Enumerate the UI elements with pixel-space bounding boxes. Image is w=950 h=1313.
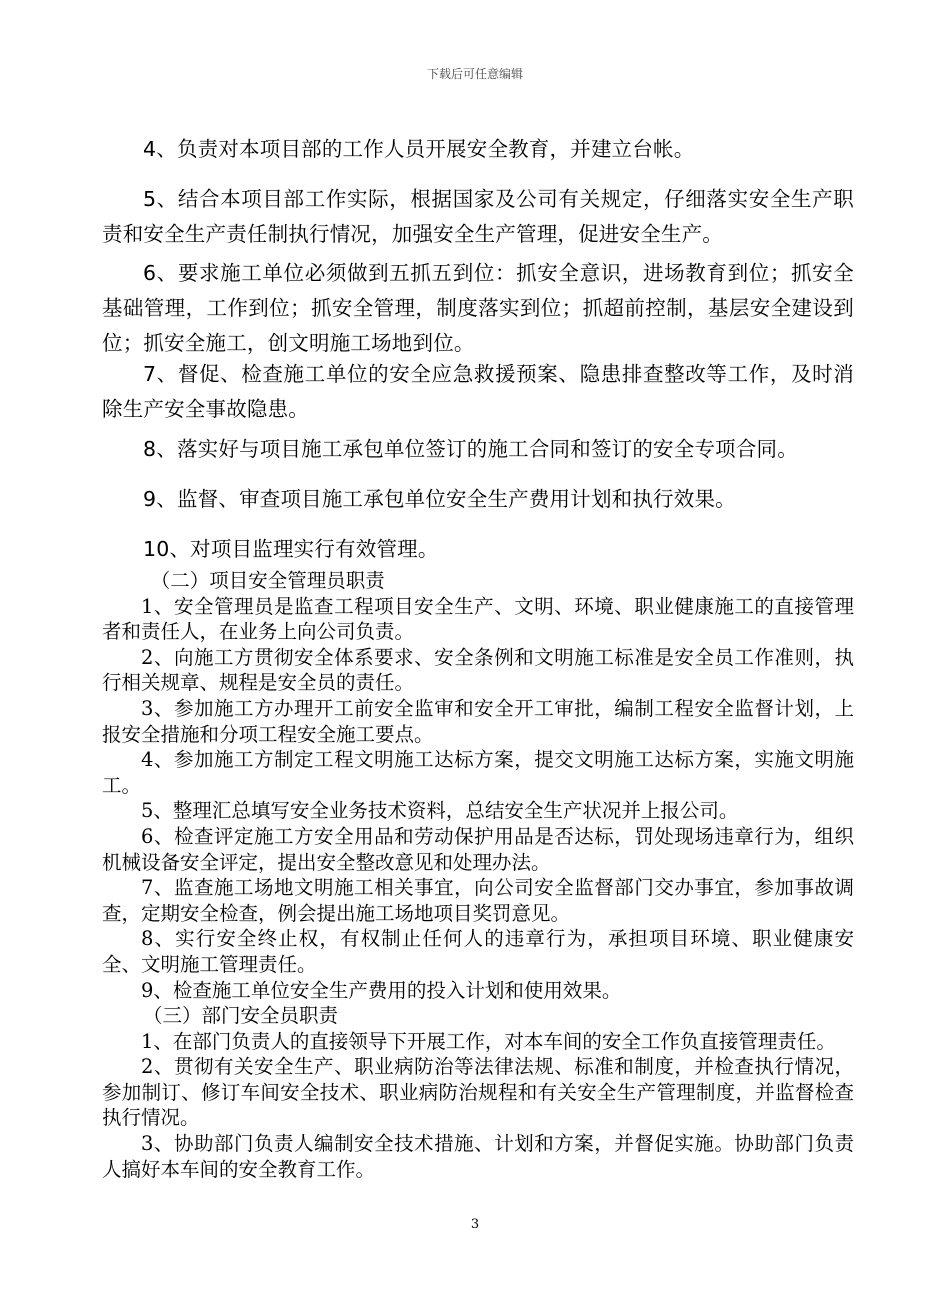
paragraph: 3、参加施工方办理开工前安全监审和安全开工审批，编制工程安全监督计划，上报安全措施和分项工程安全施工要点。 <box>102 696 854 746</box>
paragraph: 8、实行安全终止权，有权制止任何人的违章行为，承担项目环境、职业健康安全、文明施工管理责任。 <box>102 927 854 976</box>
page-number: 3 <box>470 1217 480 1232</box>
paragraph: 6、要求施工单位必须做到五抓五到位：抓安全意识，进场教育到位；抓安全基础管理，工作到位；抓安全管理，制度落实到位；抓超前控制，基层安全建设到位；抓安全施工，创文明施工场地到位。 <box>102 261 854 355</box>
section-heading: （三）部门安全员职责 <box>142 1004 338 1028</box>
paragraph: 9、监督、审查项目施工承包单位安全生产费用计划和执行效果。 <box>143 487 736 511</box>
paragraph: 5、结合本项目部工作实际，根据国家及公司有关规定，仔细落实安全生产职责和安全生产责任制执行情况，加强安全生产管理，促进安全生产。 <box>102 187 854 246</box>
paragraph: 5、整理汇总填写安全业务技术资料，总结安全生产状况并上报公司。 <box>141 799 739 823</box>
paragraph: 7、督促、检查施工单位的安全应急救援预案、隐患排查整改等工作，及时消除生产安全事故隐患。 <box>102 362 854 421</box>
section-one-item <box>102 182 854 252</box>
section-heading: （二）项目安全管理员职责 <box>150 569 385 592</box>
section-one-item <box>102 256 854 361</box>
paragraph: 9、检查施工单位安全生产费用的投入计划和使用效果。 <box>141 978 622 1002</box>
section-one-item <box>102 482 854 517</box>
paragraph: 2、向施工方贯彻安全体系要求、安全条例和文明施工标准是安全员工作准则，执行相关规章、规程是安全员的责任。 <box>102 645 854 695</box>
paragraph: 8、落实好与项目施工承包单位签订的施工合同和签订的安全专项合同。 <box>143 437 798 461</box>
section-one-item <box>102 432 854 467</box>
paragraph: 6、检查评定施工方安全用品和劳动保护用品是否达标，罚处现场违章行为，组织机械设备安全评定，提出安全整改意见和处理办法。 <box>102 824 854 874</box>
paragraph: 1、在部门负责人的直接领导下开展工作，对本车间的安全工作负直接管理责任。 <box>141 1029 836 1053</box>
paragraph: 3、协助部门负责人编制安全技术措施、计划和方案，并督促实施。协助部门负责人搞好本车间的安全教育工作。 <box>102 1132 854 1181</box>
paragraph: 7、监查施工场地文明施工相关事宜，向公司安全监督部门交办事宜，参加事故调查，定期安全检查，例会提出施工场地项目奖罚意见。 <box>102 876 854 925</box>
paragraph: 2、贯彻有关安全生产、职业病防治等法律法规、标准和制度，并检查执行情况，参加制订、修订车间安全技术、职业病防治规程和有关安全生产管理制度，并监督检查执行情况。 <box>102 1055 854 1130</box>
page-header: 下载后可任意编辑 <box>426 67 523 81</box>
section-one-item <box>102 357 854 427</box>
paragraph: 1、安全管理员是监查工程项目安全生产、文明、环境、职业健康施工的直接管理者和责任人，在业务上向公司负责。 <box>102 594 854 644</box>
paragraph: 4、负责对本项目部的工作人员开展安全教育，并建立台帐。 <box>143 137 695 161</box>
paragraph: 4、参加施工方制定工程文明施工达标方案，提交文明施工达标方案，实施文明施工。 <box>102 748 854 797</box>
section-one-item <box>102 532 854 567</box>
section-one-item <box>102 132 854 167</box>
section-two <box>102 568 854 1182</box>
paragraph: 10、对项目监理实行有效管理。 <box>143 537 439 561</box>
